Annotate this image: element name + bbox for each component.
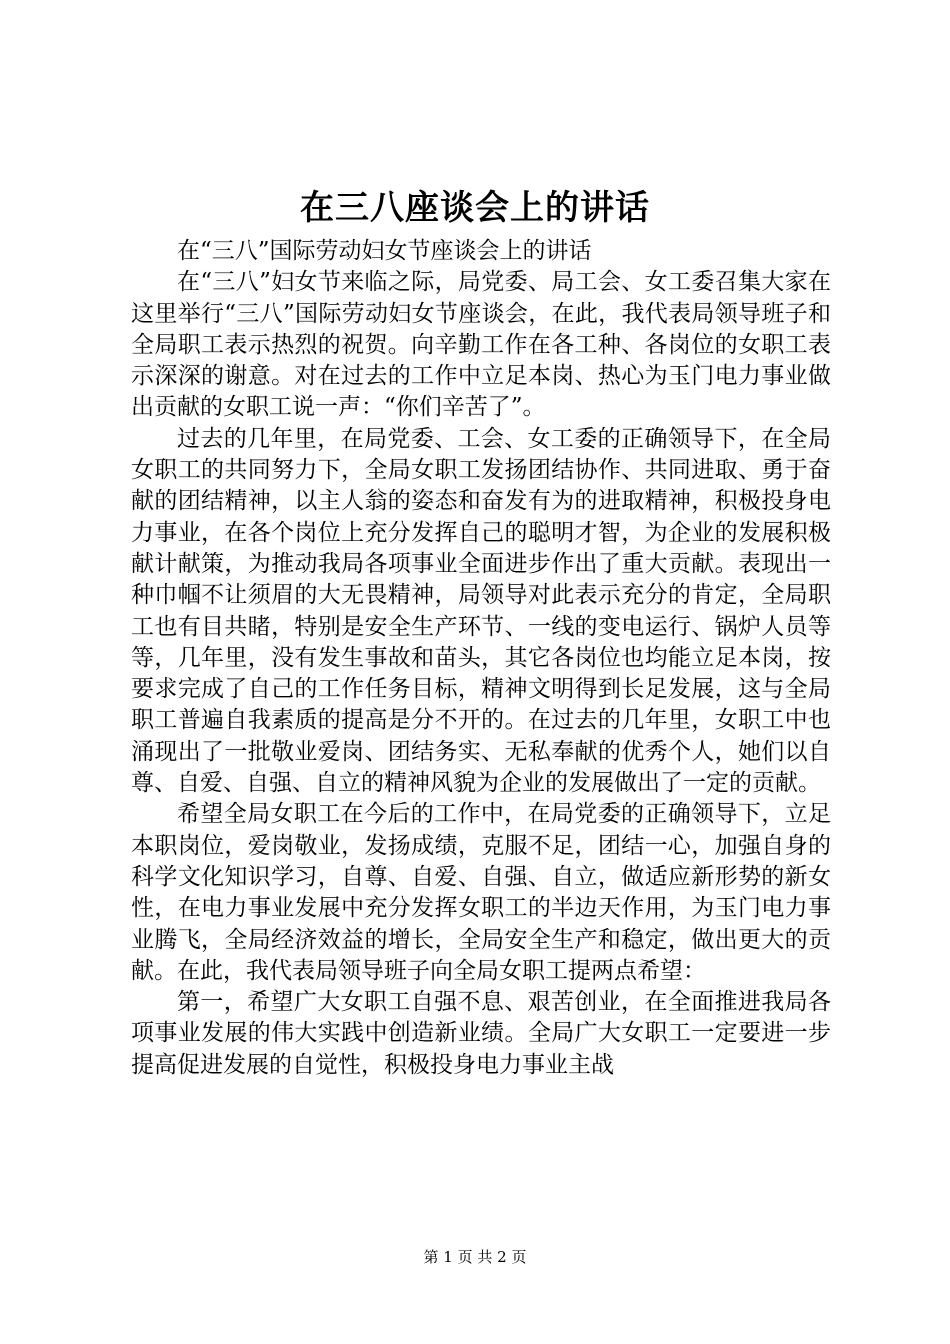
page-footer: 第 1 页 共 2 页 [423,1248,527,1266]
paragraph: 第一，希望广大女职工自强不息、艰苦创业，在全面推进我局各项事业发展的伟大实践中创造新业绩。全局广大女职工一定要进一步提高促进发展的自觉性，积极投身电力事业主战 [131,989,831,1078]
paragraph-subtitle: 在“三八”国际劳动妇女节座谈会上的讲话 [177,238,592,264]
document-title: 在三八座谈会上的讲话 [300,188,650,228]
document-body [131,236,831,1081]
paragraph: 在“三八”妇女节来临之际，局党委、局工会、女工委召集大家在这里举行“三八”国际劳动妇女节座谈会，在此，我代表局领导班子和全局职工表示热烈的祝贺。向辛勤工作在各工种、各岗位的女职工表示深深的谢意。对在过去的工作中立足本岗、热心为玉门电力事业做出贡献的女职工说一声：“你们辛苦了”。 [131,269,831,421]
paragraph: 过去的几年里，在局党委、工会、女工委的正确领导下，在全局女职工的共同努力下，全局女职工发扬团结协作、共同进取、勇于奋献的团结精神，以主人翁的姿态和奋发有为的进取精神，积极投身电力事业，在各个岗位上充分发挥自己的聪明才智，为企业的发展积极献计献策，为推动我局各项事业全面进步作出了重大贡献。表现出一种巾帼不让须眉的大无畏精神，局领导对此表示充分的肯定，全局职工也有目共睹，特别是安全生产环节、一线的变电运行、锅炉人员等等，几年里，没有发生事故和苗头，其它各岗位也均能立足本岗，按要求完成了自己的工作任务目标，精神文明得到长足发展，这与全局职工普遍自我素质的提高是分不开的。在过去的几年里，女职工中也涌现出了一批敬业爱岗、团结务实、无私奉献的优秀个人，她们以自尊、自爱、自强、自立的精神风貌为企业的发展做出了一定的贡献。 [131,425,831,797]
paragraph: 希望全局女职工在今后的工作中，在局党委的正确领导下，立足本职岗位，爱岗敬业，发扬成绩，克服不足，团结一心，加强自身的科学文化知识学习，自尊、自爱、自强、自立，做适应新形势的新女性，在电力事业发展中充分发挥女职工的半边天作用，为玉门电力事业腾飞，全局经济效益的增长，全局安全生产和稳定，做出更大的贡献。在此，我代表局领导班子向全局女职工提两点希望： [131,801,831,984]
